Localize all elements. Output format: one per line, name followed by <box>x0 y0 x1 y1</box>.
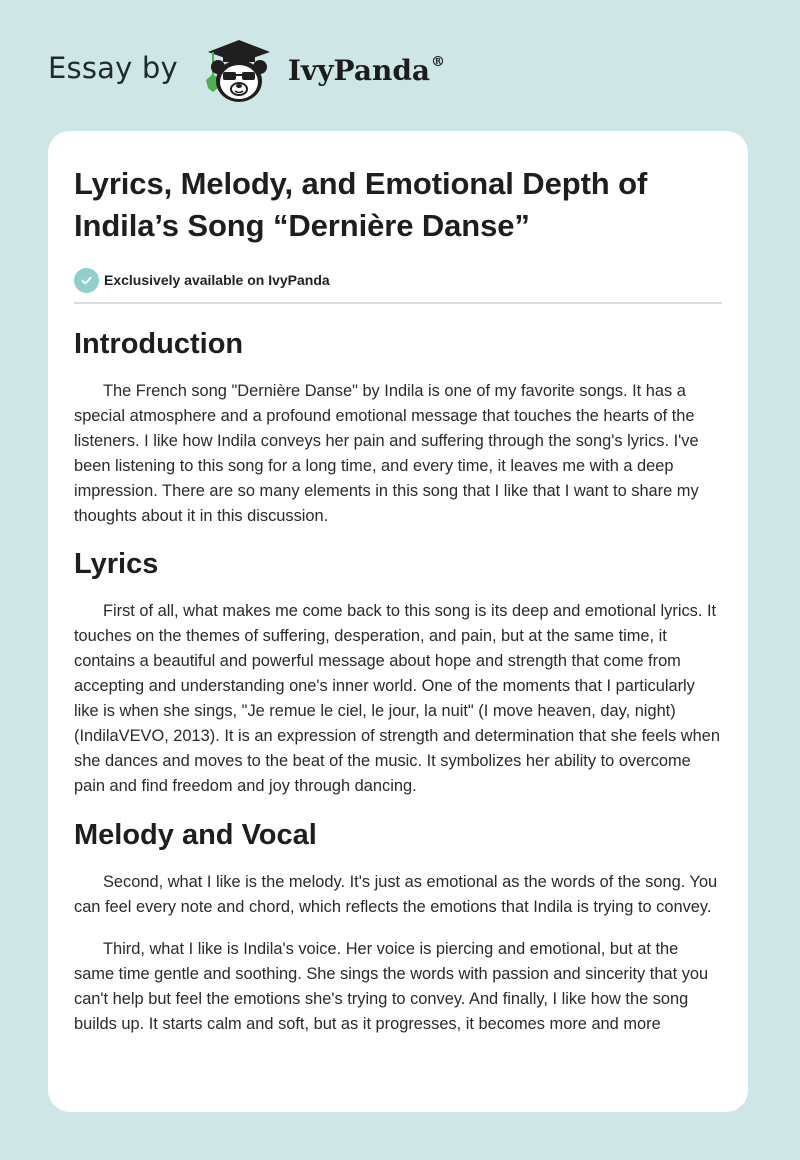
divider <box>74 302 722 304</box>
paragraph: The French song "Dernière Danse" by Indila is one of my favorite songs. It has a special atmosphere and a profound emotional message that touches the hearts of the listeners. I like how Indila conveys her pain and suffering through the song's lyrics. I've been listening to this song for a long time, and every time, it leaves me with a deep impression. There are so many elements in this song that I like that I want to share my thoughts about it in this discussion. <box>74 382 699 525</box>
check-circle-icon <box>74 268 99 293</box>
exclusive-badge <box>74 266 722 294</box>
brand-text: IvyPanda <box>287 53 431 87</box>
paragraph: Third, what I like is Indila's voice. Her voice is piercing and emotional, but at the same time gentle and soothing. She sings the words with passion and sincerity that you can't help but feel the emotions she's trying to convey. And finally, I like how the song builds up. It starts calm and soft, but as it progresses, it becomes more and more <box>74 940 709 1033</box>
brand-name[interactable] <box>288 54 445 87</box>
section-heading-melody-and-vocal: Melody and Vocal <box>74 819 317 851</box>
panda-graduate-icon[interactable] <box>196 34 282 108</box>
section-heading-introduction: Introduction <box>74 328 244 360</box>
trademark-symbol: ® <box>431 53 446 70</box>
paragraph: First of all, what makes me come back to this song is its deep and emotional lyrics. It touches on the themes of suffering, desperation, and pain, but at the same time, it contains a beautiful and powerful message about hope and strength that come from accepting and understanding one's inner world. One of the moments that I particularly like is when she sings, "Je remue le ciel, le jour, la nuit" (I move heaven, day, night) (IndilaVEVO, 2013). It is an expression of strength and determination that she feels when she dances and moves to the beat of the music. It symbolizes her ability to overcome pain and find freedom and joy through dancing. <box>74 602 720 795</box>
page-title: Lyrics, Melody, and Emotional Depth of Indila’s Song “Dernière Danse” <box>74 166 648 243</box>
essay-card <box>48 131 748 1112</box>
paragraph: Second, what I like is the melody. It's just as emotional as the words of the song. You can feel every note and chord, which reflects the emotions that Indila is trying to convey. <box>74 873 718 916</box>
essay-by-label: Essay by <box>48 51 178 85</box>
section-heading-lyrics: Lyrics <box>74 548 159 580</box>
badge-text: Exclusively available on IvyPanda <box>104 272 330 288</box>
site-header <box>48 34 445 108</box>
